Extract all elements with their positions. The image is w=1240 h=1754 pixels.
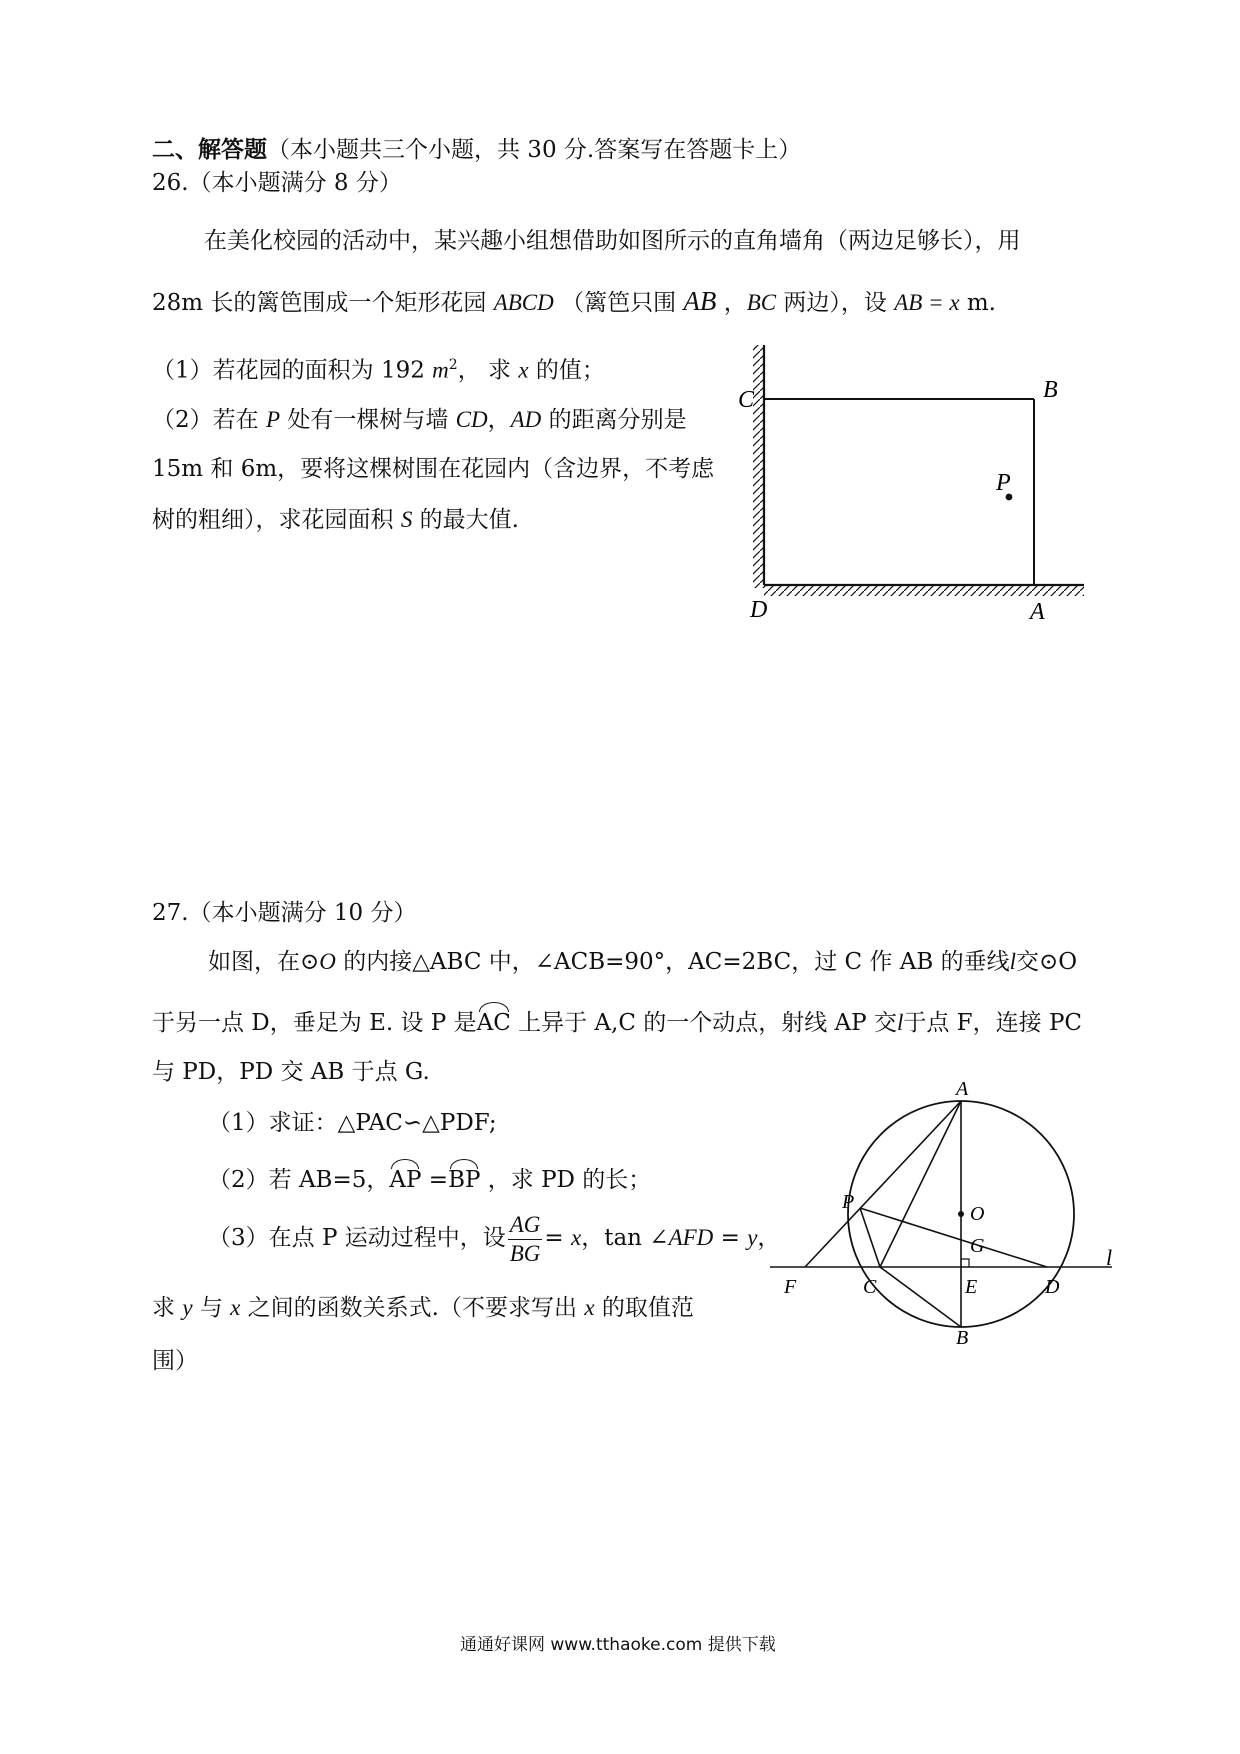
q26-abcd: ABCD [493,290,554,315]
label-l: l [1106,1245,1113,1270]
q26-p1-sup: 2 [448,357,458,373]
q27-text: = [421,1167,449,1193]
center-o-dot [958,1211,964,1217]
q26-p2-text: （2）若在 [152,407,266,433]
q26-line2-text: m. [959,290,996,316]
q27-text: 的内接△ABC 中，∠ACB=90°，AC=2BC，过 C 作 AB 的垂线 [335,949,1010,975]
q27-afd: AFD [668,1225,714,1250]
q26-p1-text: 的值； [528,357,605,384]
q26-p2-text: ， [487,407,511,433]
q27-text: = [544,1225,571,1251]
label-g: G [970,1235,985,1257]
fraction-ag-bg [508,1211,543,1268]
q27-y: y [182,1295,193,1320]
q26-figure [720,335,1100,630]
q27-text: ，tan ∠ [581,1225,669,1251]
q26-p2-text: 的距离分别是 [541,407,687,433]
label-a: A [956,1078,969,1100]
q27-part2 [208,1159,651,1195]
q26-p1-text: ， 求 [457,357,519,384]
q26-p1-x: x [518,357,529,383]
section-title-bold: 二、解答题 [152,136,267,163]
q26-p2-p: P [265,407,281,432]
q26-line2 [152,286,996,318]
wall-horizontal-hatch [764,585,1084,596]
q26-p2-text: 的最大值. [412,507,519,533]
q27-line3: 与 PD，PD 交 AB 于点 G. [152,1059,430,1085]
q27-text: 交⊙O [1015,949,1078,975]
ray-ap [805,1101,961,1267]
q27-o: O [319,949,336,974]
segment-cb [880,1267,961,1327]
right-angle-mark [961,1259,969,1267]
q27-x: x [230,1295,241,1320]
q27-text: （2）若 AB=5， [208,1167,390,1193]
q26-bc: BC [746,290,777,315]
arc-bp: BP [448,1159,480,1195]
label-c: C [863,1276,877,1298]
arc-ap: AP [389,1159,421,1195]
section-title-note: （本小题共三个小题，共 30 分.答案写在答题卡上） [267,137,802,163]
q26-ab: AB [683,286,717,316]
q27-text: 之间的函数关系式.（不要求写出 [240,1295,585,1321]
label-f: F [784,1276,797,1298]
label-c: C [738,387,755,413]
q27-figure [760,1065,1140,1345]
q27-line1 [208,947,1077,977]
q27-y: y [747,1225,758,1250]
section-title [152,135,801,165]
segment-pd [860,1208,1047,1267]
q26-p2-text: 树的粗细），求花园面积 [152,507,401,533]
q27-text: 与 [192,1295,231,1321]
label-p: P [842,1191,855,1213]
label-b: B [956,1327,969,1345]
fraction-numerator: AG [508,1211,543,1240]
label-a: A [1030,599,1045,625]
arc-ac: AC [477,1002,511,1038]
q27-x: x [584,1295,595,1320]
q26-p2-s: S [400,507,413,532]
q27-text: ，求 PD 的长； [480,1167,652,1193]
label-o: O [970,1203,985,1225]
segment-pc [860,1208,880,1267]
q27-text: 如图，在⊙ [208,949,320,975]
q27-text: 上异于 A,C 的一个动点，射线 AP 交 [510,1010,897,1036]
q26-line2-text: （篱笆只围 [553,290,684,316]
q27-text: 的取值范 [594,1295,694,1321]
segment-ac [880,1101,961,1267]
q27-text: ， [757,1225,781,1251]
q26-part2 [152,405,687,435]
label-d: D [750,597,768,623]
q26-line2-text: 两边），设 [776,290,895,316]
q27-text: （3）在点 P 运动过程中，设 [208,1225,506,1251]
q26-header: 26.（本小题满分 8 分） [152,170,402,196]
q27-text: 求 [152,1295,183,1321]
q27-part1: （1）求证：△PAC∽△PDF; [208,1110,497,1136]
page-footer: 通通好课网 www.tthaoke.com 提供下载 [460,1635,776,1655]
q26-p2-text: 处有一棵树与墙 [280,407,456,433]
wall-vertical-hatch [753,345,764,588]
q27-part3-line3: 围） [152,1348,198,1374]
q26-p1-m: m [432,357,449,383]
q26-line2-text: 28m 长的篱笆围成一个矩形花园 [152,290,494,316]
q27-part3-line2 [152,1293,694,1323]
q27-text: 于点 F，连接 PC [903,1010,1083,1036]
q27-header: 27.（本小题满分 10 分） [152,900,417,926]
fraction-denominator: BG [509,1240,541,1266]
label-d: D [1045,1276,1060,1298]
label-b: B [1043,377,1058,403]
q27-text: = [713,1225,748,1251]
q26-p2-ad: AD [510,407,542,432]
label-e: E [965,1276,978,1298]
q27-part3 [208,1208,780,1268]
q27-x: x [571,1225,582,1250]
q26-p2-cd: CD [455,407,488,432]
q26-p1-text: （1）若花园的面积为 192 [152,357,433,384]
q27-l: l [1009,949,1016,974]
q26-part2-line2: 15m 和 6m，要将这棵树围在花园内（含边界，不考虑 [152,456,715,482]
q26-line2-text: ， [716,290,747,316]
q27-line2 [152,1002,1082,1038]
q26-eq: AB = x [894,290,960,315]
q27-l: l [896,1010,904,1035]
q27-text: 于另一点 D，垂足为 E. 设 P 是 [152,1010,477,1036]
q26-part1 [152,350,605,386]
q26-line1: 在美化校园的活动中，某兴趣小组想借助如图所示的直角墙角（两边足够长），用 [204,228,1021,254]
q26-part2-line3 [152,505,519,535]
label-p: P [996,470,1011,496]
